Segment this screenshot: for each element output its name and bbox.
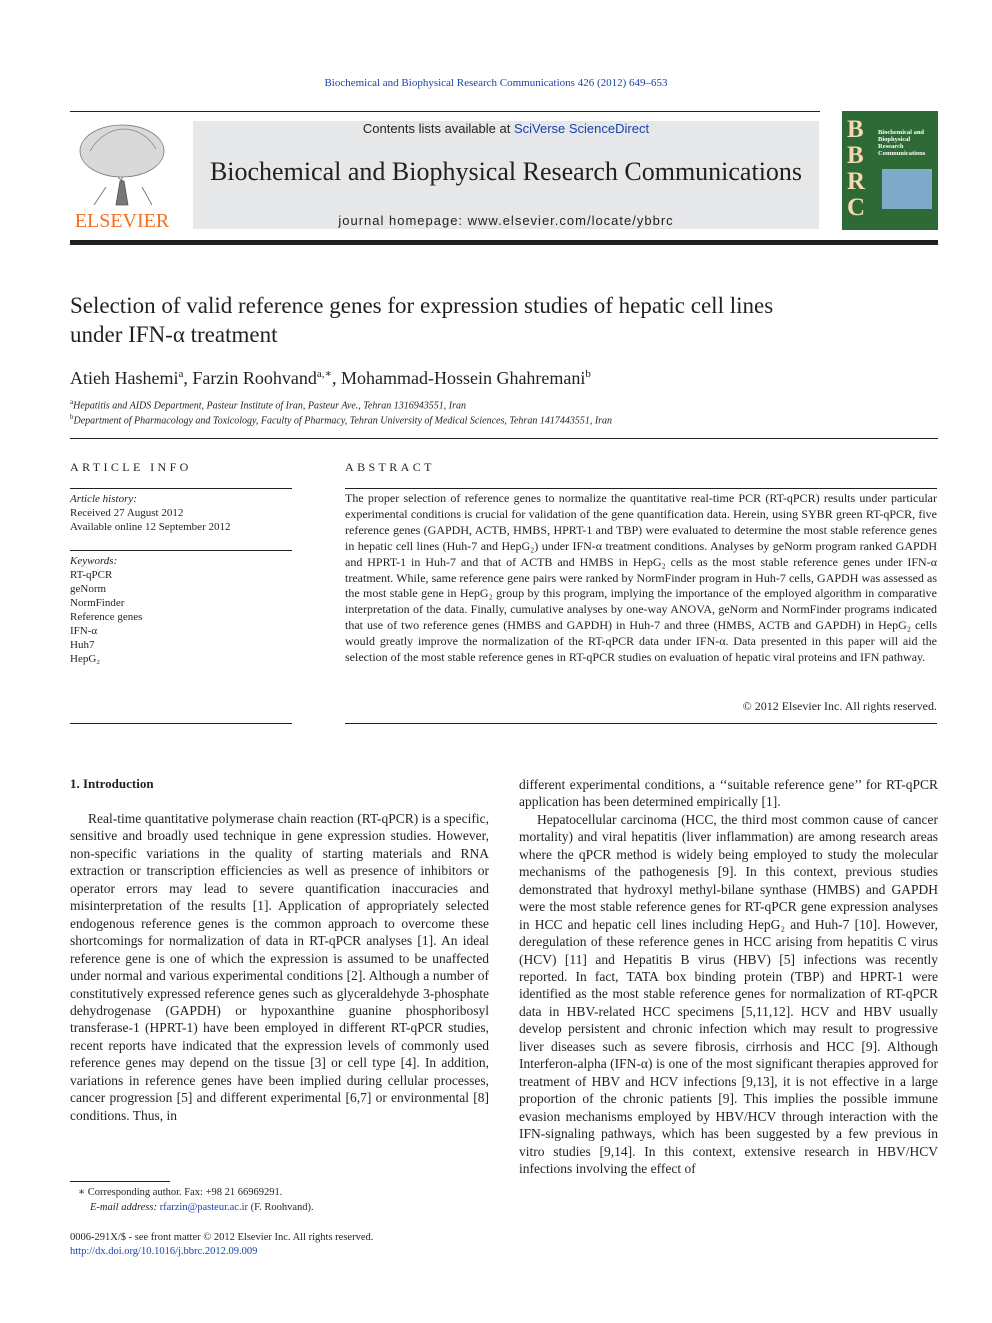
affiliation-text: Hepatitis and AIDS Department, Pasteur Institute of Iran, Pasteur Ave., Tehran 1316943551, Iran	[73, 400, 466, 412]
keyword: geNorm	[70, 583, 107, 595]
keyword: IFN-α	[70, 625, 98, 637]
keyword: NormFinder	[70, 597, 125, 609]
section-heading: 1. Introduction	[70, 776, 154, 791]
body-paragraph: different experimental conditions, a ‘‘suitable reference gene’’ for RT-qPCR application has been determined empirically [1].	[519, 777, 938, 810]
contents-prefix: Contents lists available at	[362, 121, 514, 136]
affiliation-text: Department of Pharmacology and Toxicology, Faculty of Pharmacy, Tehran University of Medical Sciences, Tehran 1417443551, Iran	[73, 415, 613, 427]
keywords-label: Keywords:	[70, 555, 118, 567]
cover-letter: R	[847, 168, 866, 195]
title-line: Selection of valid reference genes for expression studies of hepatic cell lines	[70, 293, 774, 318]
author-name[interactable]: Mohammad-Hossein Ghahremani	[340, 368, 586, 388]
cover-title: Biochemical and Biophysical Research Communications	[878, 129, 926, 157]
elsevier-logo	[70, 121, 174, 233]
history-label: Article history:	[70, 493, 137, 505]
author-affil-mark: b	[585, 368, 591, 380]
keyword: Huh7	[70, 639, 95, 651]
journal-cover	[842, 111, 938, 230]
divider	[70, 550, 292, 551]
cover-letter: C	[847, 194, 866, 221]
author-affil-mark: a,∗	[316, 368, 332, 380]
abstract-text: The proper selection of reference genes to normalize the quantitative real-time PCR (RT-qPCR) results under particular experimental conditions is crucial for validation of the gene quantification data. Herein, using SYBR green RT-qPCR, five reference genes (GAPDH, ACTB, HMBS, HPRT-1 and TBP) were evaluated to determine the most stable reference genes in hepatic cell lines (Huh-7 and HepG₂) under IFN-α treatment conditions. Analyses by geNorm program ranked GAPDH and HPRT-1 in Huh-7 and that of ACTB and HMBS in HepG₂ cells as the most stable reference genes under IFN-α treatment. While, same reference gene pairs were ranked by NormFinder program in Huh-7 cells, GAPDH was assessed as the most stable gene in HepG₂ group by this program, implying the importance of the employed algorithm in comparative interpretation of the data. Finally, cumulative analyses by one-way ANOVA, geNorm and NormFinder programs indicated that use of two reference genes (HMBS and GAPDH) in Huh-7 and three (HMBS, ACTB and GAPDH) in HepG₂ cells would greatly improve the normalization of the RT-qPCR data under IFN-α. Data presented in this paper will aid the selection of the most stable reference genes in RT-qPCR studies on evaluation of hepatic viral proteins and IFN pathway.	[345, 491, 937, 665]
affiliation-mark: a	[70, 398, 74, 406]
article-title	[70, 291, 938, 349]
abstract-copyright: © 2012 Elsevier Inc. All rights reserved.	[742, 699, 937, 713]
cover-letters	[847, 117, 875, 221]
doi-link[interactable]: http://dx.doi.org/10.1016/j.bbrc.2012.09.009	[70, 1246, 258, 1257]
header-thick-divider	[70, 240, 938, 245]
cover-letter: B	[847, 142, 864, 169]
abstract-heading: ABSTRACT	[345, 460, 435, 474]
issn-line: 0006-291X/$ - see front matter © 2012 Elsevier Inc. All rights reserved.	[70, 1232, 374, 1243]
affiliation-mark: b	[70, 413, 74, 421]
article-info-heading: ARTICLE INFO	[70, 460, 192, 474]
email-link[interactable]: rfarzin@pasteur.ac.ir	[159, 1202, 248, 1213]
author-list: Atieh Hashemi$^a$, Farzin Roohvand$^{a,∗}$, Mohammad-Hossein Ghahremani$^b$	[70, 368, 591, 388]
article-history	[70, 492, 292, 534]
email-note	[70, 1201, 510, 1215]
footnote-divider	[70, 1181, 170, 1182]
keywords	[70, 554, 292, 666]
keyword: HepG₂	[70, 653, 101, 665]
header-divider	[70, 111, 820, 112]
email-label: E-mail address:	[90, 1202, 160, 1213]
affiliation	[70, 411, 938, 427]
divider	[70, 488, 292, 489]
left-column	[70, 810, 489, 1124]
divider	[70, 438, 938, 439]
keyword: Reference genes	[70, 611, 143, 623]
elsevier-wordmark: ELSEVIER	[74, 210, 170, 232]
affiliation	[70, 396, 938, 412]
journal-banner	[193, 121, 819, 229]
title-line: under IFN-α treatment	[70, 322, 278, 347]
keyword: RT-qPCR	[70, 569, 113, 581]
body-paragraph: Hepatocellular carcinoma (HCC, the third most common cause of cancer mortality) and viral hepatitis (liver inflammation) are among research areas where the qPCR method is widely being employed to study the molecular mechanisms of the pathogenesis [9]. In this context, previous studies demonstrated that hydroxyl methyl-bilane synthase (HMBS) and GAPDH were the most stable reference genes for RT-qPCR gene expression analyses in HCC and hepatic cell lines including HepG₂ and Huh-7 [10]. However, deregulation of these reference genes in HCC arising from hepatitis C virus (HCV) [11] and Hepatitis B virus (HBV) [5] infections was recently reported. In fact, TATA box binding protein (TBP) and HPRT-1 were identified as the most stable reference genes for normalization of RT-qPCR data in HBV-related HCC specimens [5,11,12]. HCV and HBV usually develop persistent and chronic infection which may result to progressive liver diseases such as severe fibrosis, cirrhosis and HCC [9]. Although Interferon-alpha (IFN-α) is one of the most significant therapies approved for treatment of HBV and HCV infections [9,13], it is not effective in a large proportion of the chronic patients [9]. This implies the possible immune evasion mechanisms employed by HBV/HCV through interaction with the IFN-signaling pathways, which has been suggested by a few previous in vitro studies [9,14]. In this context, extensive research in HBV/HCV infections involving the effect of	[519, 811, 938, 1176]
journal-name: Biochemical and Biophysical Research Communications	[209, 157, 803, 186]
sciencedirect-link[interactable]: SciVerse ScienceDirect	[513, 121, 650, 136]
divider	[345, 488, 937, 489]
tree-icon	[72, 121, 172, 207]
divider	[70, 723, 292, 724]
author-name[interactable]: Farzin Roohvand	[192, 368, 317, 388]
journal-citation[interactable]: Biochemical and Biophysical Research Communications 426 (2012) 649–653	[324, 77, 668, 89]
cover-image	[882, 169, 932, 209]
author-affil-mark: a	[178, 368, 184, 380]
corresponding-author-note: ∗ Corresponding author. Fax: +98 21 66969291.	[78, 1187, 283, 1198]
body-paragraph: Real-time quantitative polymerase chain reaction (RT-qPCR) is a specific, sensitive and broadly used technique in gene expression studies. However, non-specific variations in the quality of starting materials and RNA extraction or transcription efficiencies as well as presence of inhibitors or operator errors may lead to severe quantification inaccuracies and misinterpretation of the results [1]. Application of appropriately selected endogenous reference genes is the common approach to overcome these shortcomings for normalization of data in RT-qPCR analyses [1]. An ideal reference gene is one of which the expression is assumed to be unaffected under normal and various experimental conditions [2]. Although a number of constitutively expressed reference genes such as glyceraldehyde 3-phosphate dehydrogenase (GAPDH) or hypoxanthine guanine phosphoribosyl transferase-1 (HPRT-1) have been employed in different RT-qPCR studies, recent reports have indicated that the expression levels of commonly used reference genes may depend on the tissue [3] or cell type [4]. In addition, variations in reference genes have been implied during cellular processes, cancer progression [5] and different experimental [6,7] or environmental [8] conditions. Thus, in	[70, 811, 489, 1123]
email-suffix: (F. Roohvand).	[247, 1202, 314, 1213]
divider	[345, 723, 937, 724]
contents-line	[193, 121, 819, 136]
journal-homepage[interactable]: journal homepage: www.elsevier.com/locate/ybbrc	[338, 213, 674, 228]
received-date: Received 27 August 2012	[70, 507, 184, 519]
right-column	[519, 776, 938, 1177]
online-date: Available online 12 September 2012	[70, 521, 231, 533]
author-name[interactable]: Atieh Hashemi	[70, 368, 179, 388]
cover-letter: B	[847, 116, 864, 143]
